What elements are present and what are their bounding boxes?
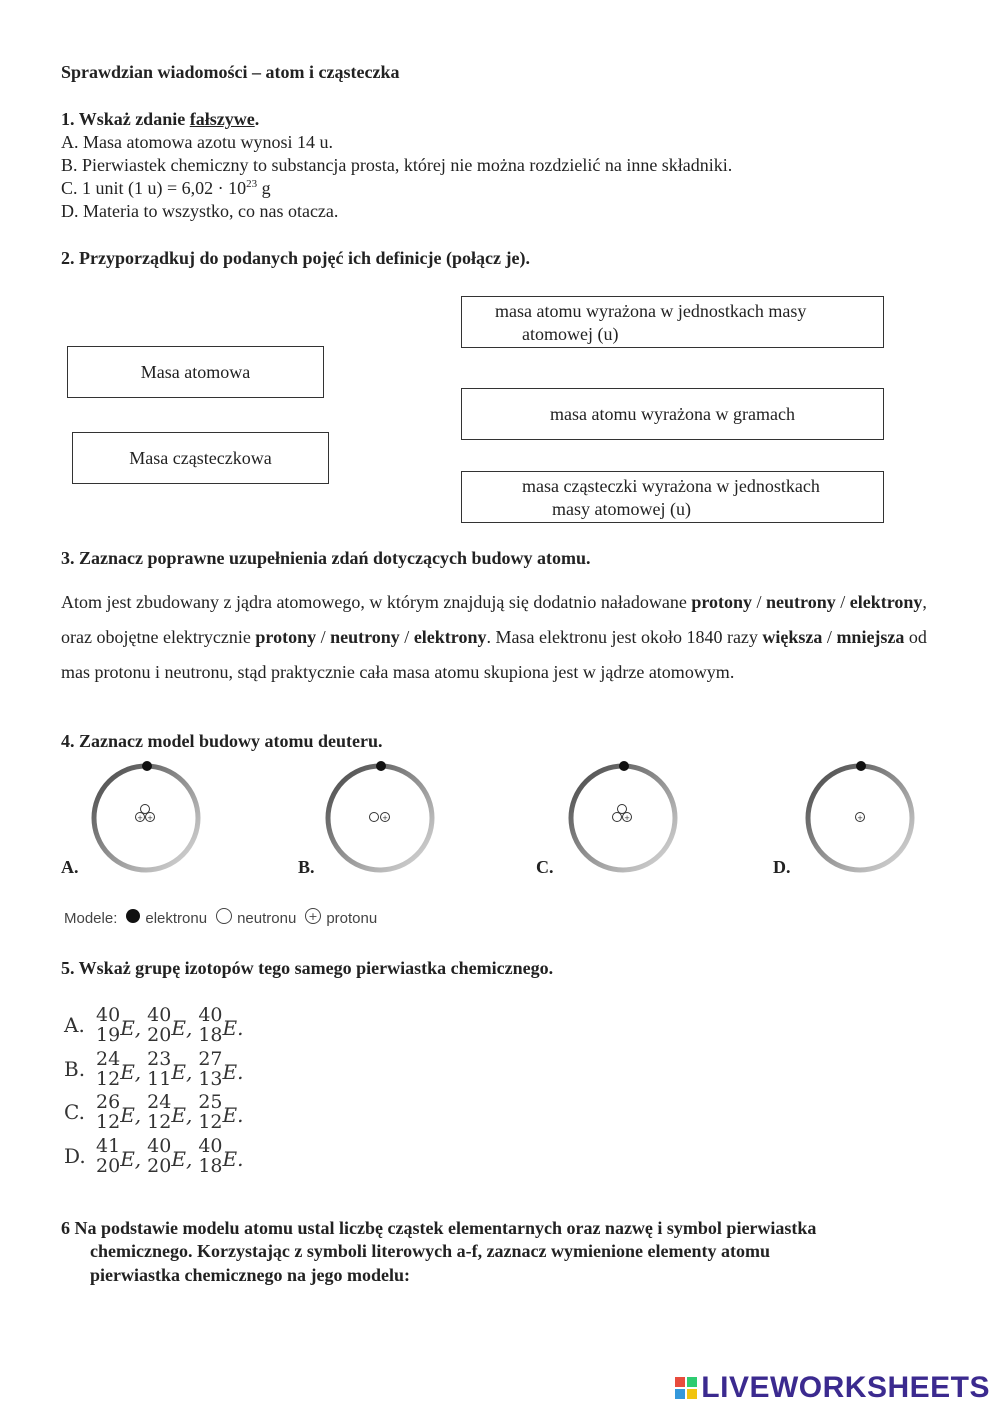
q4-legend [64,907,377,929]
q3-separator: / [822,627,837,647]
svg-text:+: + [857,814,863,822]
q5-letter: B. [64,1057,86,1081]
q1-option-c-exponent: 23 [246,178,258,190]
q5-question: 5. Wskaż grupę izotopów tego samego pierwiastka chemicznego. [61,958,554,978]
q3-separator: / [399,627,414,647]
svg-text:+: + [308,910,318,923]
atom-model-a[interactable] [94,761,198,870]
atomic-number: 11 [147,1068,172,1090]
element-symbol: E [171,1016,186,1040]
mass-number: 40 [198,1004,223,1026]
electron-c [619,761,629,771]
element-symbol: E [222,1016,238,1040]
atomic-number: 12 [96,1068,121,1090]
neutron-legend-icon [215,907,233,929]
proton-legend-icon [304,907,322,929]
q4-question: 4. Zaznacz model budowy atomu deuteru. [61,731,383,751]
q5-letter: C. [64,1100,85,1124]
q1-option-c-text: C. 1 unit (1 u) = 6,02 · 10 [61,178,247,198]
atomic-number: 12 [147,1111,172,1133]
separator: , [185,1016,193,1040]
liveworksheets-brand [675,1371,990,1405]
q2-right-box-1[interactable] [461,296,884,348]
isotope [96,1136,141,1176]
element-symbol: E [120,1060,135,1084]
q3-text-2: , oraz obojętne elektrycznie [61,592,927,647]
q5-option-a[interactable] [64,1003,249,1047]
legend-title: Modele: [64,909,118,927]
q4-label-a[interactable]: A. [61,857,79,877]
q1-option-a[interactable]: A. Masa atomowa azotu wynosi 14 u. [61,132,333,152]
legend-neutron-label: neutronu [237,909,297,927]
isotope [96,1049,141,1089]
liveworksheets-logo-icon [675,1377,697,1399]
q3-separator: / [835,592,850,612]
q3-choice-mniejsza[interactable]: mniejsza [836,627,905,647]
q5-letter: D. [64,1144,86,1168]
isotope [198,1092,243,1132]
mass-number: 23 [147,1048,172,1070]
svg-text:+: + [137,814,143,822]
q6-line-3: pierwiastka chemicznego na jego modelu: [90,1265,410,1285]
q2-right-box-line2: atomowej (u) [522,324,619,344]
mass-number: 41 [96,1135,121,1157]
q1-option-d[interactable]: D. Materia to wszystko, co nas otacza. [61,201,339,221]
neutron-c-1 [618,805,627,814]
q1-option-c-unit: g [257,178,271,198]
separator: . [237,1103,244,1127]
isotope [198,1005,243,1045]
svg-text:+: + [147,814,153,822]
separator: . [237,1016,244,1040]
atom-model-b[interactable] [328,761,432,870]
mass-number: 40 [198,1135,223,1157]
separator: . [237,1147,244,1171]
q1-option-c[interactable] [61,178,271,199]
isotope [147,1049,192,1089]
element-symbol: E [171,1103,186,1127]
atomic-number: 20 [147,1024,172,1046]
q3-separator: / [316,627,331,647]
q3-choice-protony-1[interactable]: protony [691,592,753,612]
element-symbol: E [222,1147,238,1171]
electron-d [856,761,866,771]
q4-label-b[interactable]: B. [298,857,315,877]
brand-text: LIVEWORKSHEETS [701,1371,990,1404]
neutron-a [141,805,150,814]
q6-line-1: 6 Na podstawie modelu atomu ustal liczbę cząstek elementarnych oraz nazwę i symbol pierwiastka [61,1218,817,1238]
q2-right-box-3[interactable] [461,471,884,523]
atomic-number: 20 [96,1155,121,1177]
separator: , [134,1060,142,1084]
element-symbol: E [120,1016,135,1040]
isotope [147,1136,192,1176]
q3-choice-wieksza[interactable]: większa [762,627,823,647]
atom-model-d[interactable] [808,761,912,870]
q3-choice-elektrony-2[interactable]: elektrony [413,627,487,647]
q3-choice-elektrony-1[interactable]: elektrony [849,592,923,612]
q3-paragraph [61,585,946,690]
q3-choice-neutrony-2[interactable]: neutrony [330,627,400,647]
q5-letter: A. [64,1013,85,1037]
atomic-number: 13 [198,1068,223,1090]
legend-electron-label: elektronu [145,909,208,927]
separator: , [185,1103,193,1127]
q1-question-underlined: fałszywe [189,109,255,129]
element-symbol: E [120,1147,135,1171]
q6-line-2: chemicznego. Korzystając z symboli literowych a-f, zaznacz wymienione elementy atomu [90,1241,770,1261]
isotope [147,1092,192,1132]
mass-number: 27 [198,1048,223,1070]
mass-number: 26 [96,1091,121,1113]
q2-right-box-2[interactable] [461,388,884,440]
mass-number: 40 [96,1004,121,1026]
q3-separator: / [752,592,767,612]
separator: , [134,1103,142,1127]
mass-number: 40 [147,1135,172,1157]
neutron-c-2 [613,813,622,822]
element-symbol: E [222,1060,238,1084]
atomic-number: 12 [198,1111,223,1133]
q3-text-1: Atom jest zbudowany z jądra atomowego, w którym znajdują się dodatnio naładowane [61,592,692,612]
q5-option-c[interactable] [64,1090,249,1134]
atomic-number: 20 [147,1155,172,1177]
worksheet-title: Sprawdzian wiadomości – atom i cząsteczka [61,62,400,82]
q4-label-d[interactable]: D. [773,857,791,877]
q3-question: 3. Zaznacz poprawne uzupełnienia zdań dotyczących budowy atomu. [61,548,591,568]
q2-left-box-label: Masa cząsteczkowa [129,448,272,468]
q2-question: 2. Przyporządkuj do podanych pojęć ich definicje (połącz je). [61,248,530,268]
q5-option-b[interactable] [64,1047,249,1091]
q5-option-d[interactable] [64,1134,249,1178]
atom-model-c[interactable] [571,761,675,870]
q2-right-box-line1: masa cząsteczki wyrażona w jednostkach [522,476,820,496]
atomic-number: 18 [198,1155,223,1177]
electron-b [376,761,386,771]
element-symbol: E [171,1147,186,1171]
isotope [198,1136,243,1176]
svg-text:+: + [382,814,388,822]
q1-question-prefix: Wskaż zdanie [78,109,190,129]
q3-text-3: . Masa elektronu jest około 1840 razy [486,627,763,647]
atomic-number: 18 [198,1024,223,1046]
electron-orbit-b [328,766,432,870]
separator: , [134,1016,142,1040]
q2-right-box-line1: masa atomu wyrażona w gramach [550,404,795,424]
q2-left-box-atomic-mass[interactable] [67,346,324,398]
isotope [198,1049,243,1089]
electron-a [142,761,152,771]
neutron-b [370,813,379,822]
isotope [147,1005,192,1045]
q1-question-suffix: . [254,109,260,129]
atomic-number: 12 [96,1111,121,1133]
q1-question [61,109,259,130]
electron-legend-icon [125,908,141,928]
q2-right-box-line2: masy atomowej (u) [552,499,691,519]
isotope [96,1092,141,1132]
legend-proton-label: protonu [326,909,378,927]
separator: . [237,1060,244,1084]
separator: , [134,1147,142,1171]
q4-label-c[interactable]: C. [536,857,554,877]
separator: , [185,1147,193,1171]
separator: , [185,1060,193,1084]
element-symbol: E [171,1060,186,1084]
mass-number: 24 [96,1048,121,1070]
q2-left-box-label: Masa atomowa [140,362,251,382]
mass-number: 25 [198,1091,223,1113]
svg-text:+: + [624,814,630,822]
q3-text-4: od mas protonu i neutronu, stąd praktycznie cała masa atomu skupiona jest w jądrze atomowym. [61,627,927,682]
q1-option-b[interactable]: B. Pierwiastek chemiczny to substancja prosta, której nie można rozdzielić na inne składniki. [61,155,733,175]
mass-number: 24 [147,1091,172,1113]
atomic-number: 19 [96,1024,121,1046]
q4-atom-models [0,745,1000,885]
q1-number: 1. [61,109,79,129]
element-symbol: E [222,1103,238,1127]
q3-choice-protony-2[interactable]: protony [255,627,317,647]
q3-choice-neutrony-1[interactable]: neutrony [766,592,836,612]
mass-number: 40 [147,1004,172,1026]
q2-right-box-line1: masa atomu wyrażona w jednostkach masy [495,301,807,321]
element-symbol: E [120,1103,135,1127]
isotope [96,1005,141,1045]
q2-left-box-molecular-mass[interactable] [72,432,329,484]
